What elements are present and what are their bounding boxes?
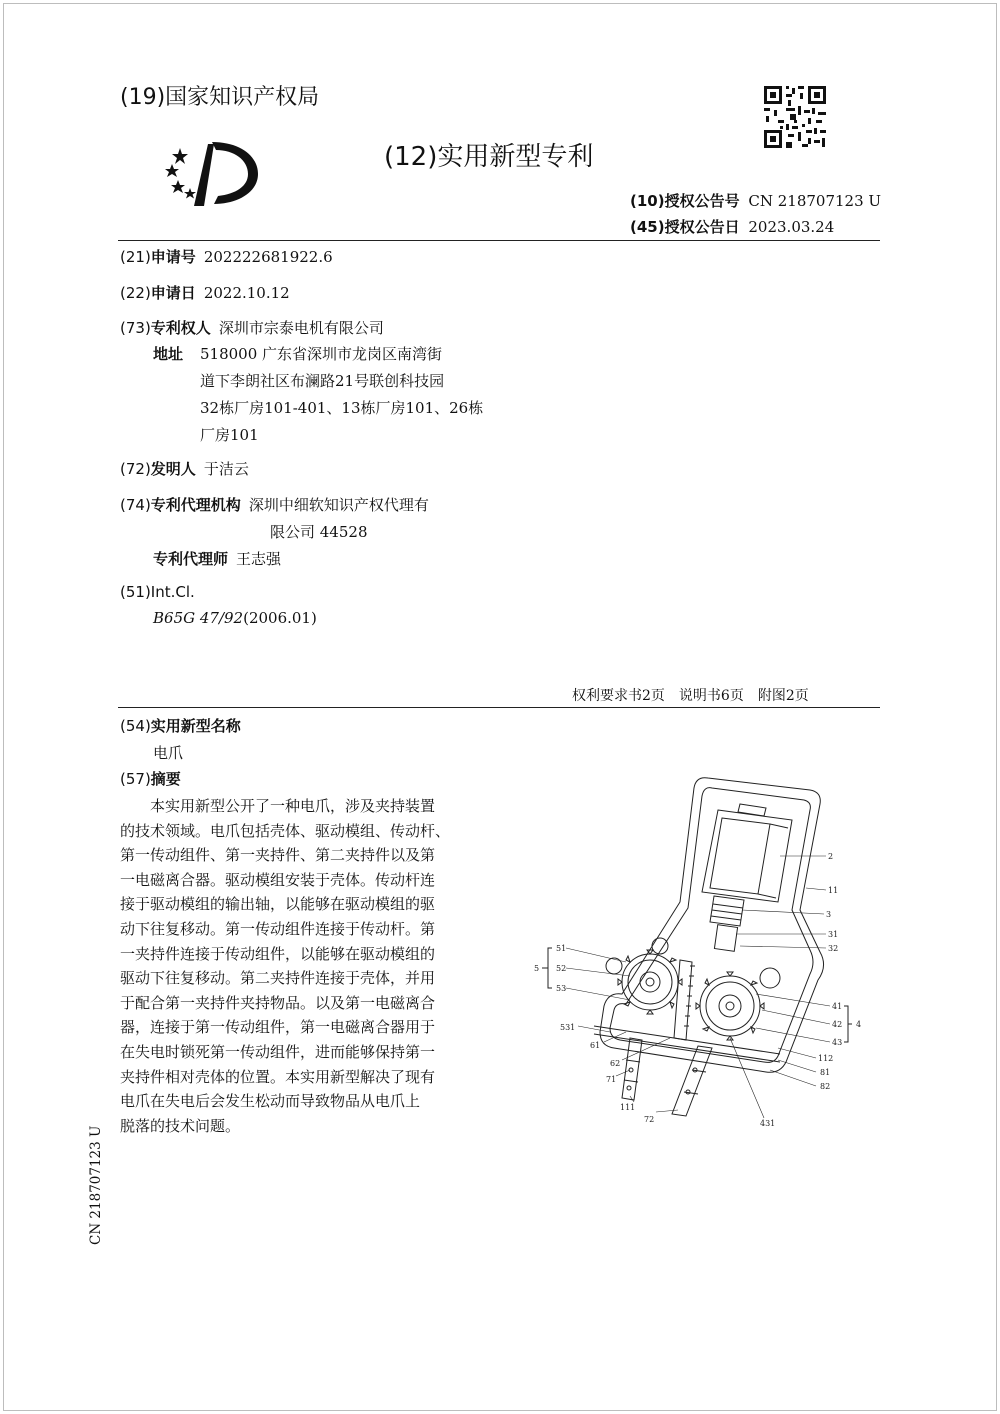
rails xyxy=(594,938,780,1062)
document-type: (12)实用新型专利 xyxy=(384,142,594,172)
label-3: 3 xyxy=(826,910,832,919)
label-52: 52 xyxy=(556,964,567,973)
field-label: 专利代理师 xyxy=(153,550,229,568)
label-32: 32 xyxy=(828,944,839,953)
label-431: 431 xyxy=(760,1119,776,1128)
abstract-line: 夹持件相对壳体的位置。本实用新型解决了现有 xyxy=(120,1067,436,1086)
field-inventor xyxy=(120,458,249,479)
label-82: 82 xyxy=(820,1082,831,1091)
label-62: 62 xyxy=(610,1059,621,1068)
side-publication-number: CN 218707123 U xyxy=(88,1125,104,1245)
field-value: 深圳中细软知识产权代理有 xyxy=(248,496,429,514)
label-2: 2 xyxy=(828,852,834,861)
abstract-line: 一夹持件连接于传动组件，以能够在驱动模组的 xyxy=(120,944,436,963)
field-num: (21) xyxy=(120,248,151,266)
field-value: 2022.10.12 xyxy=(203,284,290,302)
label-71: 71 xyxy=(606,1075,617,1084)
field-num: (51) xyxy=(120,583,151,601)
label-61: 61 xyxy=(590,1041,601,1050)
label-53: 53 xyxy=(556,984,567,993)
abstract-line: 本实用新型公开了一种电爪，涉及夹持装置 xyxy=(150,797,436,815)
page-counts: 权利要求书2页 说明书6页 附图2页 xyxy=(572,688,809,704)
patent-drawing xyxy=(530,770,880,1130)
field-patentee xyxy=(120,317,384,338)
abstract-line: 驱动下往复移动。第二夹持件连接于壳体，并用 xyxy=(120,969,436,988)
field-agent xyxy=(153,548,281,569)
cnipa-logo-icon xyxy=(162,136,262,212)
field-label: 专利代理机构 xyxy=(150,496,241,514)
abstract-line: 接于驱动模组的输出轴，以能够在驱动模组的驱 xyxy=(120,895,436,914)
label-111: 111 xyxy=(620,1103,636,1112)
label-5: 5 xyxy=(534,964,540,973)
utility-model-title: 电爪 xyxy=(153,744,184,762)
abstract-line: 在失电时锁死第一传动组件，进而能够保持第一 xyxy=(120,1042,436,1061)
field-value: 深圳市宗泰电机有限公司 xyxy=(218,319,384,337)
publication-date xyxy=(630,216,834,237)
intcl-classification xyxy=(153,609,317,627)
field-num: (73) xyxy=(120,319,151,337)
field-num: (54) xyxy=(120,717,151,735)
label-112: 112 xyxy=(818,1054,834,1063)
label-43: 43 xyxy=(832,1038,843,1047)
label-31: 31 xyxy=(828,930,839,939)
abstract-line: 于配合第一夹持件夹持物品。以及第一电磁离合 xyxy=(120,993,436,1012)
address-line: 厂房101 xyxy=(200,426,259,444)
publication-date-value: 2023.03.24 xyxy=(748,218,835,236)
field-label: 申请号 xyxy=(150,248,196,266)
field-label: 实用新型名称 xyxy=(150,717,241,735)
field-value: 于洁云 xyxy=(203,460,249,478)
qr-code-icon xyxy=(762,84,828,150)
abstract-line: 的技术领域。电爪包括壳体、驱动模组、传动杆、 xyxy=(120,821,451,840)
abstract-text xyxy=(120,794,490,1138)
abstract-line: 动下往复移动。第一传动组件连接于传动杆。第 xyxy=(120,919,436,938)
publication-number xyxy=(630,190,881,211)
publication-date-label: (45)授权公告日 xyxy=(630,218,740,236)
abstract-line: 第一传动组件、第一夹持件、第二夹持件以及第 xyxy=(120,846,436,865)
field-num: (74) xyxy=(120,496,151,514)
agency-line-2: 限公司 44528 xyxy=(270,523,368,541)
label-42: 42 xyxy=(832,1020,843,1029)
label-11: 11 xyxy=(828,886,839,895)
publication-number-label: (10)授权公告号 xyxy=(630,192,740,210)
address-label: 地址 xyxy=(153,345,184,363)
publication-number-value: CN 218707123 U xyxy=(748,192,882,210)
field-label: 摘要 xyxy=(150,770,181,788)
field-application-date xyxy=(120,282,290,303)
section-divider xyxy=(118,707,880,708)
label-51: 51 xyxy=(556,944,567,953)
field-application-number xyxy=(120,246,333,267)
left-gear xyxy=(618,950,682,1014)
field-label: Int.Cl. xyxy=(150,583,195,601)
abstract-heading xyxy=(120,768,181,789)
intcl-class: B65G 47/92 xyxy=(153,609,244,627)
abstract-line: 脱落的技术问题。 xyxy=(120,1116,241,1135)
label-72: 72 xyxy=(644,1115,655,1124)
field-num: (22) xyxy=(120,284,151,302)
header-divider xyxy=(118,240,880,241)
abstract-line: 电爪在失电后会发生松动而导致物品从电爪上 xyxy=(120,1092,421,1111)
address-line: 32栋厂房101-401、13栋厂房101、26栋 xyxy=(200,399,484,417)
address-line: 道下李朗社区布澜路21号联创科技园 xyxy=(200,372,445,390)
field-intcl xyxy=(120,583,195,601)
housing-outline xyxy=(600,778,824,1073)
label-531: 531 xyxy=(560,1023,576,1032)
rack xyxy=(674,960,695,1040)
label-81: 81 xyxy=(820,1068,831,1077)
abstract-line: 一电磁离合器。驱动模组安装于壳体。传动杆连 xyxy=(120,870,436,889)
label-41: 41 xyxy=(832,1002,843,1011)
right-gear xyxy=(696,972,764,1040)
motor xyxy=(702,804,792,902)
title-section-heading xyxy=(120,715,241,736)
bracket-4 xyxy=(844,1006,852,1042)
office-name: (19)国家知识产权局 xyxy=(120,85,320,110)
field-value: 王志强 xyxy=(236,550,282,568)
field-num: (57) xyxy=(120,770,151,788)
field-label: 专利权人 xyxy=(150,319,211,337)
abstract-line: 器，连接于第一传动组件，第一电磁离合器用于 xyxy=(120,1018,436,1037)
field-label: 申请日 xyxy=(150,284,196,302)
address-line: 518000 广东省深圳市龙岗区南湾街 xyxy=(200,345,443,363)
label-4: 4 xyxy=(856,1020,862,1029)
field-agency xyxy=(120,494,429,515)
worm-screw xyxy=(710,896,744,951)
field-num: (72) xyxy=(120,460,151,478)
intcl-version: (2006.01) xyxy=(243,609,317,627)
field-label: 发明人 xyxy=(150,460,196,478)
bracket-5 xyxy=(542,948,552,988)
field-value: 202222681922.6 xyxy=(203,248,333,266)
